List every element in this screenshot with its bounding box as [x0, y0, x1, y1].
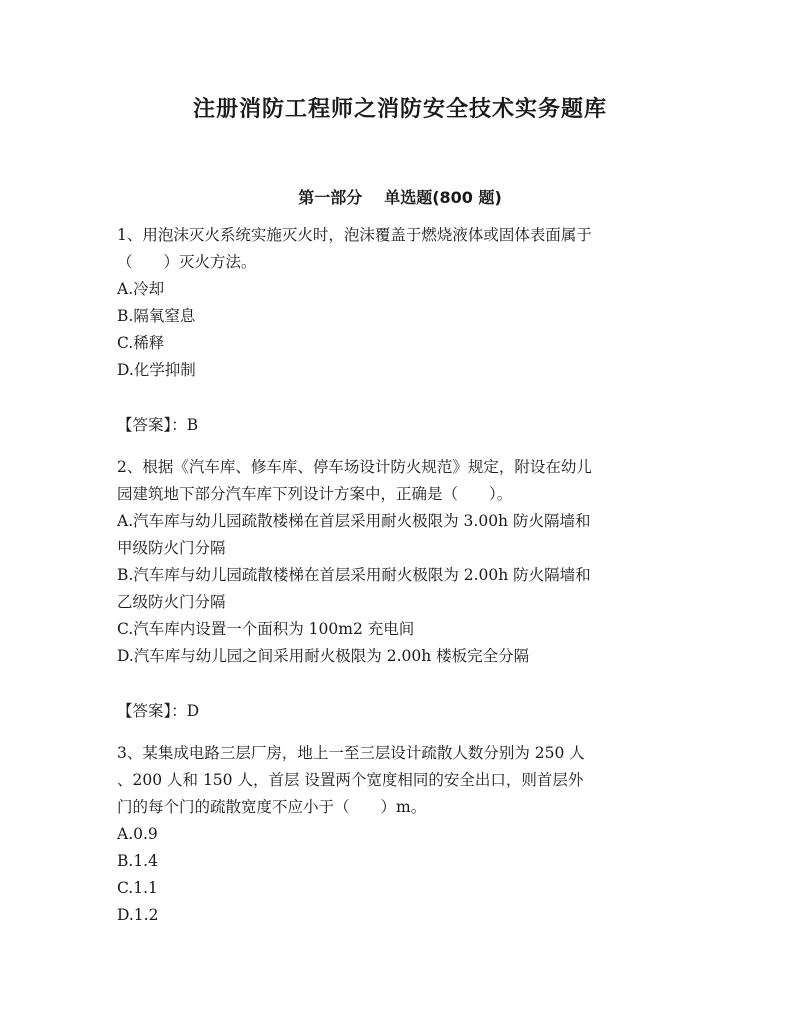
- option-c: C.汽车库内设置一个面积为 100m2 充电间: [117, 620, 415, 638]
- section-label: 第一部分: [298, 188, 363, 207]
- question-stem-line: 1、用泡沫灭火系统实施灭火时，泡沫覆盖于燃烧液体或固体表面属于: [117, 226, 592, 244]
- option-b: B.1.4: [117, 852, 158, 870]
- option-b-continued: 乙级防火门分隔: [117, 593, 226, 611]
- option-a-continued: 甲级防火门分隔: [117, 539, 226, 557]
- option-c: C.稀释: [117, 334, 165, 352]
- option-c: C.1.1: [117, 879, 158, 897]
- option-d: D.化学抑制: [117, 361, 196, 379]
- question-stem-line: 2、根据《汽车库、修车库、停车场设计防火规范》规定，附设在幼儿: [117, 458, 592, 476]
- option-b: B.汽车库与幼儿园疏散楼梯在首层采用耐火极限为 2.00h 防火隔墙和: [117, 566, 591, 584]
- question-stem-line: 3、某集成电路三层厂房，地上一至三层设计疏散人数分别为 250 人: [117, 744, 585, 762]
- answer-2: 【答案】：D: [117, 702, 200, 720]
- option-d: D.1.2: [117, 906, 159, 924]
- question-stem-line: 园建筑地下部分汽车库下列设计方案中，正确是（ ）。: [117, 485, 513, 503]
- question-1: [117, 222, 687, 384]
- document-title: 注册消防工程师之消防安全技术实务题库: [192, 97, 607, 122]
- option-a: A.汽车库与幼儿园疏散楼梯在首层采用耐火极限为 3.00h 防火隔墙和: [117, 512, 591, 530]
- option-d: D.汽车库与幼儿园之间采用耐火极限为 2.00h 楼板完全分隔: [117, 647, 530, 665]
- option-a: A.0.9: [117, 825, 158, 843]
- question-2: [117, 454, 687, 670]
- option-a: A.冷却: [117, 280, 165, 298]
- question-stem-line: 门的每个门的疏散宽度不应小于（ ）m。: [117, 798, 427, 816]
- question-stem-line: 、200 人和 150 人，首层 设置两个宽度相同的安全出口，则首层外: [117, 771, 584, 789]
- section-heading: [0, 185, 800, 208]
- answer-1: 【答案】：B: [117, 416, 199, 434]
- section-name: 单选题(800 题): [384, 188, 502, 207]
- question-3: [117, 740, 687, 929]
- option-b: B.隔氧窒息: [117, 307, 196, 325]
- question-stem-line: （ ）灭火方法。: [117, 253, 257, 271]
